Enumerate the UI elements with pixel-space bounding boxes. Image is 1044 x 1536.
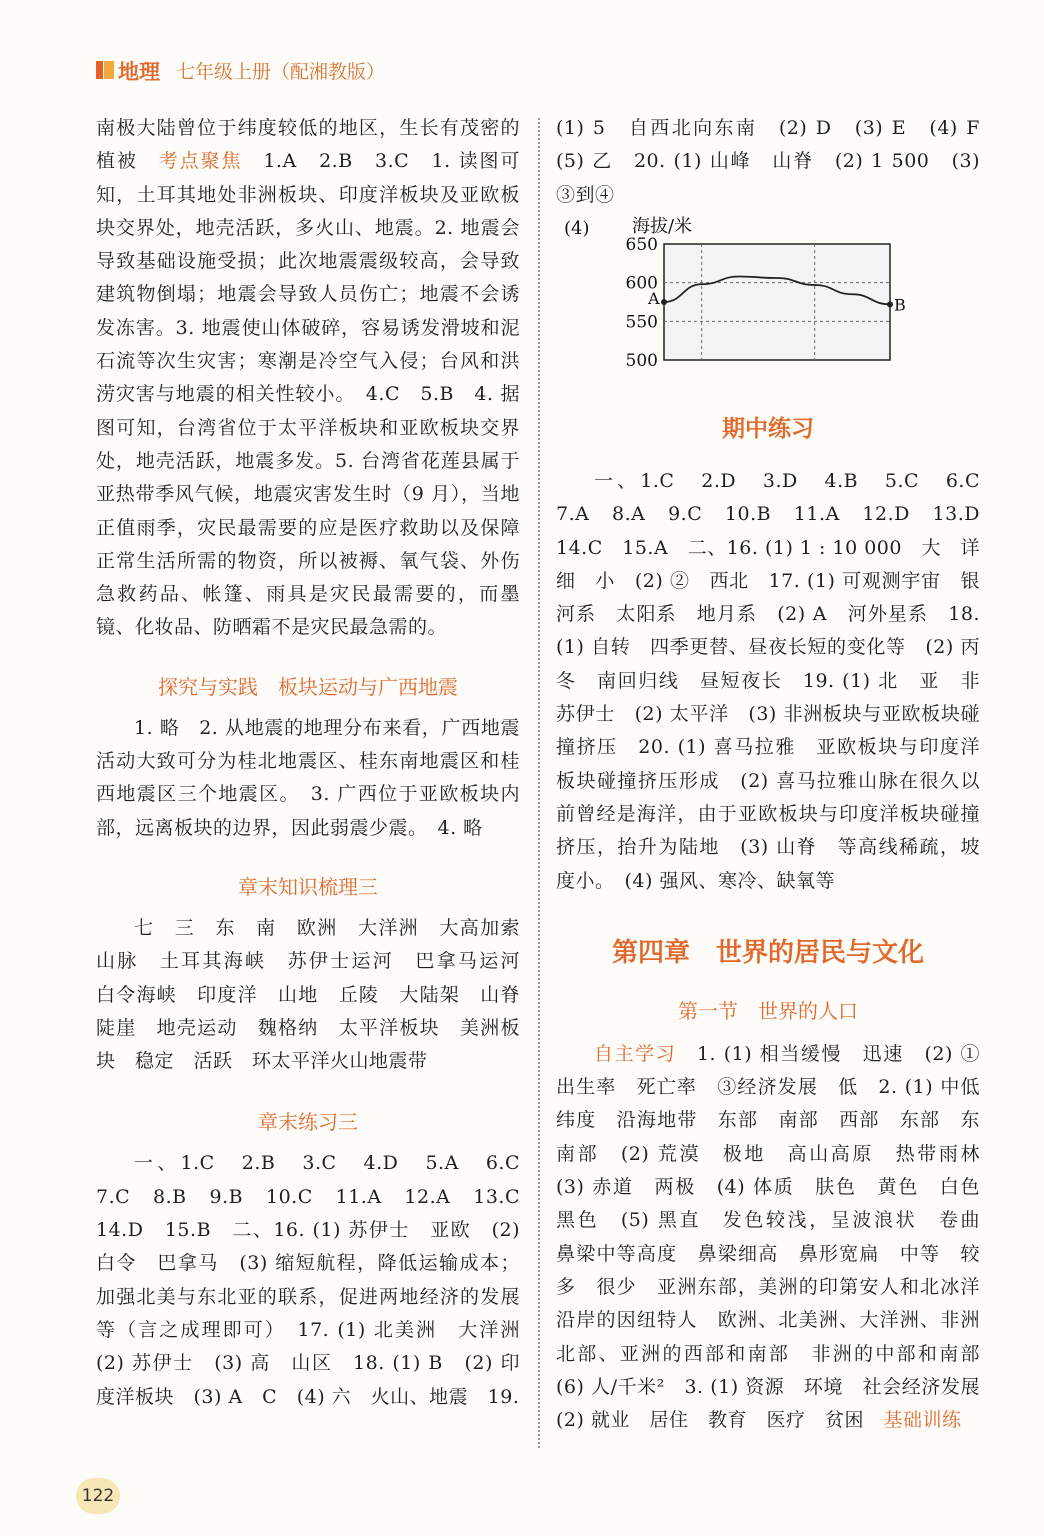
answer-block-5: (1) 5 自西北向东南 (2) D (3) E (4) F (5) 乙 20. (1) 山峰 山脊 (2) 1 500 (3) ③到④ <box>556 117 1000 206</box>
chart-y-tick-label: 550 <box>625 312 658 333</box>
right-column <box>556 112 1000 212</box>
subject-title: 地理 <box>118 60 160 84</box>
left-column <box>96 112 540 1414</box>
answer-text: 1.A 2.B 3.C 1. 读图可知，土耳其地处非洲板块、印度洋板块及亚欧板块交界处，地壳活跃，多火山、地震。2. 地震会导致基础设施受损；此次地震震级较高，会导致建筑物倒塌；地震会导致人员伤亡；地震不会诱发冻害。3. 地震使山体破碎，容易诱发滑坡和泥石流等次生灾害；寒潮是冷空气入侵；台风和洪涝灾害与地震的相关性较小。 4.C 5.B 4. 据图可知，台湾省位于太平洋板块和亚欧板块交界处，地壳活跃，地震多发。5. 台湾省花莲县属于亚热带季风气候，地震灾害发生时（9 月），当地正值雨季，灾民最需要的应是医疗救助以及保障正常生活所需的物资，所以被褥、氧气袋、外伤急救药品、帐篷、雨具是灾民最需要的，而墨镜、化妆品、防晒霜不是灾民最急需的。 <box>96 150 520 639</box>
answer-text: 1. (1) 相当缓慢 迅速 (2) ①出生率 死亡率 ③经济发展 低 2. (1) 中低纬度 沿海地带 东部 南部 西部 东部 东南部 (2) 荒漠 极地 高山高原 热带雨林 (3) 赤道 两极 (4) 体质 肤色 黄色 白色 黑色 (5) 黑直 发色较浅，呈波浪状 卷曲 鼻梁中等高度 鼻梁细高 鼻形宽扁 中等 较多 很少 亚洲东部，美洲的印第安人和北冰洋沿岸的因纽特人 欧洲、北美洲、大洋洲、非洲北部、亚洲的西部和南部 非洲的中部和南部 (6) 人/千米² 3. (1) 资源 环境 社会经济发展 (2) 就业 居住 教育 医疗 贫困 <box>556 1042 1000 1432</box>
point-a-marker <box>661 299 667 305</box>
tag-kaodian: 考点聚焦 <box>158 150 243 173</box>
tag-zizhu: 自主学习 <box>594 1042 677 1065</box>
section-title: 章末练习三 <box>258 1110 358 1135</box>
answer-block-6: 一、1.C 2.D 3.D 4.B 5.C 6.C 7.A 8.A 9.C 10.B 11.A 12.D 13.D 14.C 15.A 二、16. (1) 1 : 10 000 大 详细 小 (2) ② 西北 17. (1) 可观测宇宙 银河系 太阳系 地月系 (2) A 河外星系 18. (1) 自转 四季更替、昼夜长短的变化等 (2) 丙 冬 南回归线 昼短夜长 19. (1) 北 亚 非 苏伊士 (2) 太平洋 (3) 非洲板块与亚欧板块碰撞挤压 20. (1) 喜马拉雅 亚欧板块与印度洋板块碰撞挤压形成 (2) 喜马拉雅山脉在很久以前曾经是海洋，由于亚欧板块与印度洋板块碰撞挤压，抬升为陆地 (3) 山脊 等高线稀疏，坡度小。 (4) 强风、寒冷、缺氧等 <box>556 470 1000 892</box>
answer-text: 南极大陆曾位于纬度较低的地区，生长有茂密的植被 <box>96 117 520 173</box>
answer-block-7 <box>556 1038 1000 1438</box>
elevation-profile-chart <box>556 206 976 376</box>
answer-block-3: 七 三 东 南 欧洲 大洋洲 大高加索山脉 土耳其海峡 苏伊士运河 巴拿马运河 白令海峡 印度洋 山地 丘陵 大陆架 山脊 陡崖 地壳运动 魏格纳 太平洋板块 美洲板块 稳定 活跃 环太平洋火山地震带 <box>96 916 540 1073</box>
chart-plot-area <box>664 244 890 360</box>
header-mark-icon <box>96 61 114 79</box>
chart-item-label: (4) <box>564 218 590 239</box>
book-title: 七年级上册（配湘教版） <box>176 61 386 83</box>
answer-block-1 <box>96 112 520 645</box>
right-column-lower <box>556 410 1000 1437</box>
point-b-label: B <box>894 295 906 315</box>
section-title: 探究与实践 板块运动与广西地震 <box>158 674 458 699</box>
chart-y-tick-label: 500 <box>625 351 658 371</box>
page-number: 122 <box>76 1478 120 1514</box>
section-title: 章末知识梳理三 <box>238 874 378 899</box>
answer-block-4: 一、1.C 2.B 3.C 4.D 5.A 6.C 7.C 8.B 9.B 10.C 11.A 12.A 13.C 14.D 15.B 二、16. (1) 苏伊士 亚欧 (2) 白令 巴拿马 (3) 缩短航程，降低运输成本；加强北美与东北亚的联系，促进两地经济的发展等（言之成理即可） 17. (1) 北美洲 大洋洲 (2) 苏伊士 (3) 高 山区 18. (1) B (2) 印度洋板块 (3) A C (4) 六 火山、地震 19. <box>96 1152 540 1408</box>
chart-y-tick-label: 650 <box>625 235 658 255</box>
chapter-title: 第四章 世界的居民与文化 <box>611 937 924 968</box>
point-b-marker <box>887 301 893 307</box>
answer-block-2: 1. 略 2. 从地震的地理分布来看，广西地震活动大致可分为桂北地震区、桂东南地震区和桂西地震区三个地震区。 3. 广西位于亚欧板块内部，远离板块的边界，因此弱震少震。 4. 略 <box>96 716 520 839</box>
chart-ylabel: 海拔/米 <box>632 216 693 237</box>
midterm-title: 期中练习 <box>722 416 814 442</box>
point-a-label: A <box>648 289 660 308</box>
tag-jichu: 基础训练 <box>883 1409 962 1432</box>
section-title: 第一节 世界的人口 <box>678 998 858 1023</box>
chart-y-tick-label: 600 <box>625 273 658 294</box>
column-divider <box>538 118 540 1448</box>
